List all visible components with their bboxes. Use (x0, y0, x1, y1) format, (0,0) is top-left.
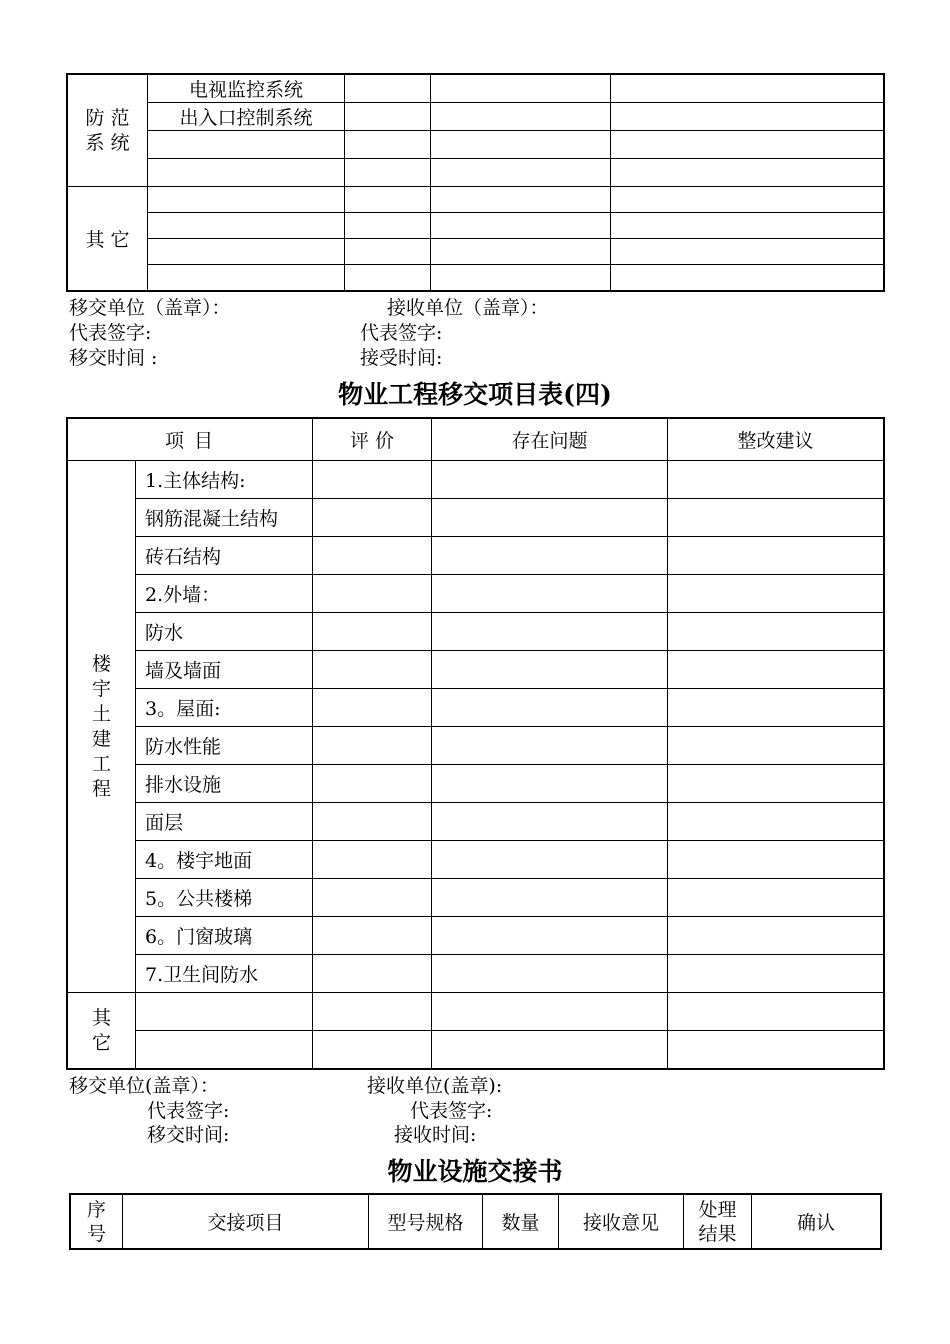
item-cell[interactable] (136, 1031, 313, 1069)
table-row (68, 1031, 884, 1069)
header-item: 项 目 (68, 419, 313, 461)
empty-cell[interactable] (432, 537, 668, 575)
empty-cell[interactable] (313, 727, 432, 765)
empty-cell[interactable] (431, 159, 611, 187)
item-cell[interactable] (136, 993, 313, 1031)
empty-cell[interactable] (432, 575, 668, 613)
item-cell: 2.外墙： (136, 575, 313, 613)
empty-cell[interactable] (611, 75, 884, 103)
table-row (68, 187, 884, 213)
empty-cell[interactable] (345, 265, 431, 291)
table-row (68, 265, 884, 291)
empty-cell[interactable] (313, 993, 432, 1031)
empty-cell[interactable] (313, 841, 432, 879)
section-title: 物业设施交接书 (387, 1157, 563, 1186)
table-row (68, 159, 884, 187)
empty-cell[interactable] (432, 499, 668, 537)
empty-cell[interactable] (431, 131, 611, 159)
empty-cell[interactable] (668, 803, 884, 841)
transfer-unit-label: 移交单位（盖章）： (69, 297, 231, 319)
empty-cell[interactable] (668, 993, 884, 1031)
rep-sign-right-2: 代表签字: (410, 1100, 493, 1122)
table-row (68, 131, 884, 159)
empty-cell[interactable] (345, 75, 431, 103)
item-cell[interactable] (148, 131, 345, 159)
empty-cell[interactable] (345, 159, 431, 187)
item-cell[interactable] (148, 213, 345, 239)
group-label-other: 其它 (68, 993, 136, 1069)
empty-cell[interactable] (313, 499, 432, 537)
item-cell: 排水设施 (136, 765, 313, 803)
table-row (68, 651, 884, 689)
empty-cell[interactable] (432, 689, 668, 727)
empty-cell[interactable] (611, 213, 884, 239)
transfer-unit-label-2: 移交单位(盖章）： (69, 1075, 219, 1097)
empty-cell[interactable] (432, 613, 668, 651)
receive-unit-label-2: 接收单位(盖章): (367, 1075, 503, 1097)
item-cell[interactable] (148, 187, 345, 213)
empty-cell[interactable] (313, 537, 432, 575)
empty-cell[interactable] (432, 993, 668, 1031)
empty-cell[interactable] (432, 955, 668, 993)
receive-unit-label: 接收单位（盖章）： (387, 297, 549, 319)
system-table (67, 74, 884, 291)
item-cell: 3。屋面: (136, 689, 313, 727)
empty-cell[interactable] (668, 537, 884, 575)
item-cell[interactable] (148, 265, 345, 291)
group-label-security: 防 范 系 统 (68, 75, 148, 187)
group-label-other: 其 它 (68, 187, 148, 291)
item-cell: 钢筋混凝土结构 (136, 499, 313, 537)
receive-time-label-2: 接收时间: (394, 1124, 477, 1146)
table-row (68, 461, 884, 499)
empty-cell[interactable] (431, 103, 611, 131)
item-cell: 7.卫生间防水 (136, 955, 313, 993)
empty-cell[interactable] (668, 765, 884, 803)
table-row (68, 75, 884, 103)
empty-cell[interactable] (313, 955, 432, 993)
empty-cell[interactable] (313, 879, 432, 917)
empty-cell[interactable] (345, 213, 431, 239)
rep-sign-left-2: 代表签字: (147, 1100, 230, 1122)
empty-cell[interactable] (432, 917, 668, 955)
empty-cell[interactable] (668, 461, 884, 499)
empty-cell[interactable] (313, 1031, 432, 1069)
empty-cell[interactable] (611, 103, 884, 131)
empty-cell[interactable] (431, 213, 611, 239)
item-cell: 防水 (136, 613, 313, 651)
empty-cell[interactable] (313, 613, 432, 651)
empty-cell[interactable] (313, 461, 432, 499)
table-row (68, 917, 884, 955)
header-suggestions: 整改建议 (668, 419, 884, 461)
table-row (68, 613, 884, 651)
empty-cell[interactable] (432, 765, 668, 803)
empty-cell[interactable] (611, 131, 884, 159)
table-row (68, 103, 884, 131)
table-row (68, 499, 884, 537)
table-row (68, 993, 884, 1031)
empty-cell[interactable] (668, 613, 884, 651)
table-row (68, 213, 884, 239)
rep-sign-right: 代表签字: (360, 322, 443, 344)
empty-cell[interactable] (431, 75, 611, 103)
empty-cell[interactable] (345, 103, 431, 131)
empty-cell[interactable] (313, 765, 432, 803)
header-handover-item: 交接项目 (123, 1195, 369, 1249)
table-row (68, 765, 884, 803)
item-cell: 1.主体结构: (136, 461, 313, 499)
item-cell: 砖石结构 (136, 537, 313, 575)
header-row (68, 419, 884, 461)
empty-cell[interactable] (432, 461, 668, 499)
header-model: 型号规格 (369, 1195, 483, 1249)
empty-cell[interactable] (313, 689, 432, 727)
empty-cell[interactable] (668, 727, 884, 765)
table-row (68, 689, 884, 727)
empty-cell[interactable] (668, 879, 884, 917)
table-row (68, 841, 884, 879)
header-row (71, 1195, 881, 1249)
empty-cell[interactable] (432, 1031, 668, 1069)
empty-cell[interactable] (611, 159, 884, 187)
header-issues: 存在问题 (432, 419, 668, 461)
transfer-time-label: 移交时间 : (69, 347, 158, 369)
empty-cell[interactable] (432, 841, 668, 879)
header-confirm: 确认 (752, 1195, 881, 1249)
empty-cell[interactable] (313, 917, 432, 955)
header-opinion: 接收意见 (559, 1195, 684, 1249)
table-row (68, 537, 884, 575)
empty-cell[interactable] (611, 265, 884, 291)
table-row (68, 727, 884, 765)
empty-cell[interactable] (668, 917, 884, 955)
table-row (68, 239, 884, 265)
empty-cell[interactable] (432, 803, 668, 841)
empty-cell[interactable] (668, 955, 884, 993)
table-row (68, 575, 884, 613)
empty-cell[interactable] (668, 651, 884, 689)
item-cell: 出入口控制系统 (148, 103, 345, 131)
table-row (68, 803, 884, 841)
empty-cell[interactable] (668, 1031, 884, 1069)
item-cell: 防水性能 (136, 727, 313, 765)
item-cell: 5。公共楼梯 (136, 879, 313, 917)
project-table (67, 418, 884, 1069)
empty-cell[interactable] (668, 575, 884, 613)
facility-table (70, 1194, 881, 1249)
item-cell[interactable] (148, 239, 345, 265)
empty-cell[interactable] (432, 727, 668, 765)
page-title: 物业工程移交项目表(四) (338, 380, 612, 409)
empty-cell[interactable] (668, 499, 884, 537)
item-cell[interactable] (148, 159, 345, 187)
empty-cell[interactable] (668, 841, 884, 879)
empty-cell[interactable] (611, 187, 884, 213)
empty-cell[interactable] (611, 239, 884, 265)
empty-cell[interactable] (345, 131, 431, 159)
rep-sign-left: 代表签字: (69, 322, 152, 344)
item-cell: 电视监控系统 (148, 75, 345, 103)
table-row (68, 879, 884, 917)
empty-cell[interactable] (668, 689, 884, 727)
group-label-building: 楼宇土建工程 (68, 461, 136, 993)
transfer-time-label-2: 移交时间: (147, 1124, 230, 1146)
table-row (68, 955, 884, 993)
empty-cell[interactable] (345, 187, 431, 213)
empty-cell[interactable] (431, 187, 611, 213)
header-quantity: 数量 (483, 1195, 559, 1249)
item-cell: 面层 (136, 803, 313, 841)
empty-cell[interactable] (313, 575, 432, 613)
empty-cell[interactable] (313, 803, 432, 841)
header-evaluation: 评 价 (313, 419, 432, 461)
empty-cell[interactable] (313, 651, 432, 689)
empty-cell[interactable] (432, 879, 668, 917)
item-cell: 4。楼宇地面 (136, 841, 313, 879)
empty-cell[interactable] (431, 239, 611, 265)
header-serial: 序号 (71, 1195, 123, 1249)
item-cell: 6。门窗玻璃 (136, 917, 313, 955)
empty-cell[interactable] (431, 265, 611, 291)
header-result: 处理结果 (684, 1195, 752, 1249)
empty-cell[interactable] (345, 239, 431, 265)
receive-time-label: 接受时间: (360, 347, 443, 369)
empty-cell[interactable] (432, 651, 668, 689)
item-cell: 墙及墙面 (136, 651, 313, 689)
